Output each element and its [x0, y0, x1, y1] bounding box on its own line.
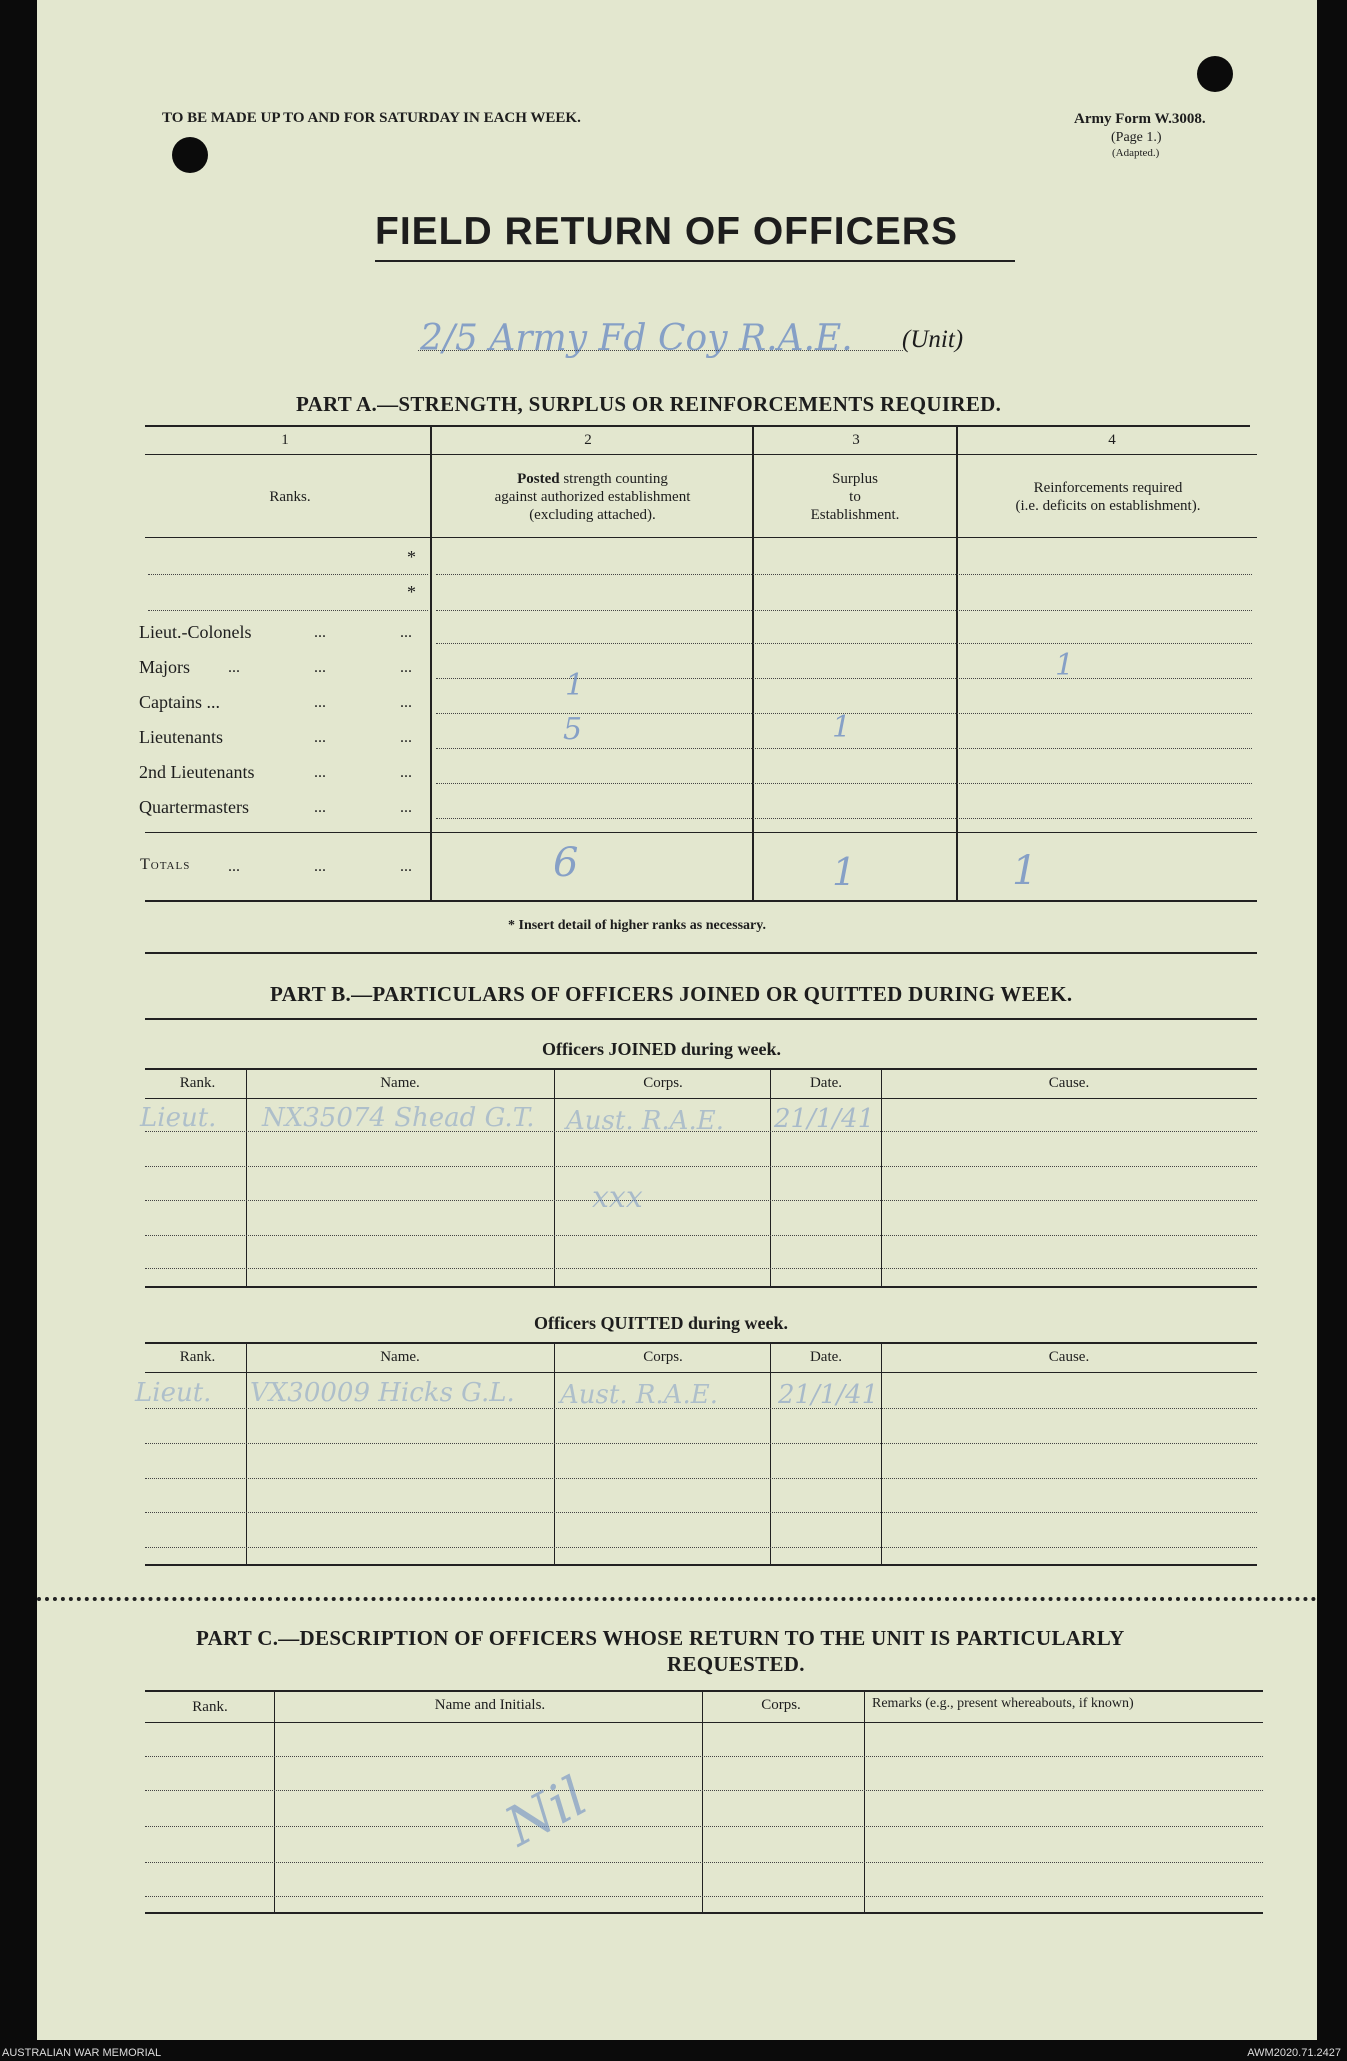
form-page: (Page 1.)	[1111, 130, 1162, 145]
part-c-heading-line1: PART C.—DESCRIPTION OF OFFICERS WHOSE RETURN TO THE UNIT IS PARTICULARLY	[196, 1626, 1125, 1650]
quitted-col-header: Date.	[809, 1349, 843, 1365]
page-title: FIELD RETURN OF OFFICERS	[375, 210, 958, 253]
quitted-col-header: Name.	[380, 1349, 420, 1365]
ellipsis: ...	[400, 659, 412, 676]
ellipsis: ...	[400, 694, 412, 711]
star-row: *	[407, 547, 416, 567]
part-b-heading: PART B.—PARTICULARS OF OFFICERS JOINED OR QUITTED DURING WEEK.	[270, 982, 1073, 1006]
form-adapted: (Adapted.)	[1112, 147, 1160, 159]
joined-col-header: Name.	[380, 1075, 420, 1091]
part-c-col-header: Rank.	[192, 1699, 228, 1715]
part-c-col-header: Name and Initials.	[434, 1697, 546, 1713]
ellipsis: ...	[400, 858, 412, 875]
lieutenants-surplus-value: 1	[832, 710, 852, 745]
quitted-name: VX30009 Hicks G.L.	[250, 1378, 515, 1408]
joined-name: NX35074 Shead G.T.	[262, 1103, 535, 1133]
joined-col-header: Corps.	[643, 1075, 683, 1091]
joined-date: 21/1/41	[774, 1104, 875, 1134]
ellipsis: ...	[228, 858, 240, 875]
quitted-col-header: Corps.	[643, 1349, 683, 1365]
ellipsis: ...	[314, 729, 326, 746]
quitted-date: 21/1/41	[778, 1380, 879, 1410]
ellipsis: ...	[400, 624, 412, 641]
ellipsis: ...	[314, 659, 326, 676]
rank-label: Lieutenants	[139, 727, 223, 747]
majors-reinforcement-value: 1	[1055, 648, 1075, 683]
joined-corps: Aust. R.A.E.	[566, 1106, 724, 1136]
col-number: 3	[852, 432, 860, 448]
part-a-heading: PART A.—STRENGTH, SURPLUS OR REINFORCEMENTS REQUIRED.	[296, 392, 1002, 416]
ellipsis: ...	[400, 729, 412, 746]
col-number: 1	[281, 432, 289, 448]
surplus-header: Surplus to Establishment.	[810, 471, 900, 523]
ellipsis: ...	[400, 764, 412, 781]
ellipsis: ...	[314, 799, 326, 816]
perforation-line	[37, 1597, 1317, 1601]
captains-posted-value: 1	[565, 668, 585, 703]
unit-handwritten: 2/5 Army Fd Coy R.A.E.	[420, 318, 853, 359]
quitted-col-header: Rank.	[179, 1349, 216, 1365]
totals-reinforcement-value: 1	[1012, 848, 1038, 894]
lieutenants-posted-value: 5	[563, 712, 583, 747]
quitted-rank: Lieut.	[135, 1378, 212, 1408]
rank-label: Majors	[139, 657, 190, 677]
reinforcements-header: Reinforcements required (i.e. deficits on establishment).	[1015, 480, 1201, 514]
posted-header: Posted strength counting against authorized establishment (excluding attached).	[494, 471, 691, 523]
joined-col-header: Rank.	[179, 1075, 216, 1091]
rank-label: Captains ...	[139, 692, 220, 712]
rank-label: 2nd Lieutenants	[139, 762, 255, 782]
quitted-corps: Aust. R.A.E.	[560, 1380, 718, 1410]
part-c-nil: Nil	[494, 1764, 597, 1859]
totals-posted-value: 6	[553, 840, 579, 886]
quitted-col-header: Cause.	[1048, 1349, 1090, 1365]
ellipsis: ...	[314, 764, 326, 781]
totals-label: Totals	[140, 856, 191, 873]
ellipsis: ...	[314, 694, 326, 711]
instruction-text: TO BE MADE UP TO AND FOR SATURDAY IN EACH WEEK.	[162, 110, 581, 126]
joined-title: Officers JOINED during week.	[542, 1039, 781, 1059]
joined-rank: Lieut.	[140, 1103, 217, 1133]
footer-left: AUSTRALIAN WAR MEMORIAL	[2, 2047, 162, 2059]
part-c-col-header: Remarks (e.g., present whereabouts, if known)	[872, 1696, 1134, 1711]
ellipsis: ...	[314, 624, 326, 641]
punch-hole	[1197, 56, 1233, 92]
ellipsis: ...	[314, 858, 326, 875]
unit-label: (Unit)	[902, 326, 964, 353]
rank-label: Lieut.-Colonels	[139, 622, 252, 642]
joined-scribble: xxx	[592, 1180, 643, 1215]
joined-col-header: Cause.	[1048, 1075, 1090, 1091]
ellipsis: ...	[400, 799, 412, 816]
form-sheet	[37, 0, 1317, 2040]
joined-col-header: Date.	[809, 1075, 843, 1091]
footer-right: AWM2020.71.2427	[1247, 2047, 1341, 2059]
punch-hole	[172, 137, 208, 173]
quitted-title: Officers QUITTED during week.	[534, 1313, 788, 1333]
form-id: Army Form W.3008.	[1074, 111, 1206, 127]
ellipsis: ...	[228, 659, 240, 676]
rank-label: Quartermasters	[139, 797, 249, 817]
ranks-header: Ranks.	[269, 489, 311, 505]
part-c-heading-line2: REQUESTED.	[667, 1652, 805, 1676]
part-c-col-header: Corps.	[761, 1697, 801, 1713]
totals-surplus-value: 1	[832, 850, 857, 894]
part-a-footnote: * Insert detail of higher ranks as necessary.	[508, 918, 766, 933]
col-number: 4	[1108, 432, 1116, 448]
col-number: 2	[584, 432, 592, 448]
star-row: *	[407, 582, 416, 602]
